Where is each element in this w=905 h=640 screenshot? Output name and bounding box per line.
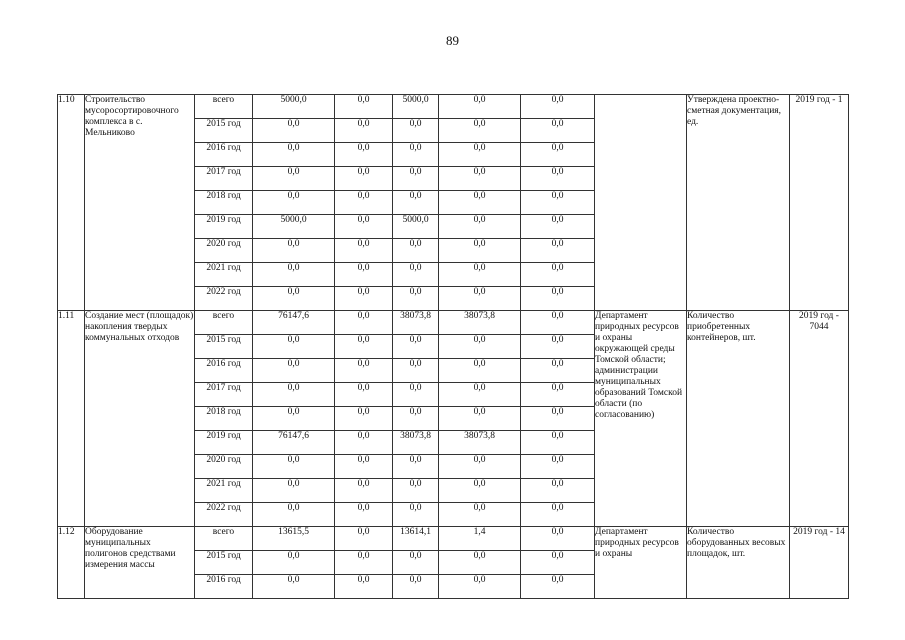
value-cell: 0,0: [335, 95, 393, 119]
value-cell: 0,0: [335, 575, 393, 599]
value-cell: 0,0: [335, 479, 393, 503]
item-name: Создание мест (площадок) накопления твердых коммунальных отходов: [85, 311, 195, 527]
value-cell: 0,0: [393, 551, 439, 575]
value-cell: 38073,8: [393, 311, 439, 335]
value-cell: 0,0: [521, 287, 595, 311]
year-cell: 2016 год: [195, 143, 253, 167]
year-cell: всего: [195, 311, 253, 335]
value-cell: 0,0: [253, 143, 335, 167]
value-cell: 0,0: [521, 455, 595, 479]
year-cell: 2019 год: [195, 215, 253, 239]
value-cell: 0,0: [335, 431, 393, 455]
value-cell: 0,0: [439, 383, 521, 407]
year-cell: 2016 год: [195, 359, 253, 383]
value-cell: 0,0: [439, 335, 521, 359]
value-cell: 0,0: [521, 143, 595, 167]
value-cell: 0,0: [393, 359, 439, 383]
value-cell: 0,0: [393, 119, 439, 143]
value-cell: 0,0: [335, 239, 393, 263]
value-cell: 0,0: [393, 407, 439, 431]
year-cell: 2017 год: [195, 383, 253, 407]
value-cell: 0,0: [253, 119, 335, 143]
year-cell: 2018 год: [195, 407, 253, 431]
year-cell: 2020 год: [195, 455, 253, 479]
item-name: Строительство мусоросортировочного комплекса в с. Мельниково: [85, 95, 195, 311]
value-cell: 0,0: [439, 287, 521, 311]
value-cell: 0,0: [393, 143, 439, 167]
year-cell: 2021 год: [195, 263, 253, 287]
value-cell: 0,0: [521, 167, 595, 191]
value-cell: 0,0: [521, 503, 595, 527]
value-cell: 0,0: [335, 455, 393, 479]
year-cell: 2021 год: [195, 479, 253, 503]
value-cell: 0,0: [335, 167, 393, 191]
indicator-cell: Утверждена проектно-сметная документация, ед.: [687, 95, 790, 311]
year-cell: всего: [195, 527, 253, 551]
value-cell: 5000,0: [393, 95, 439, 119]
value-cell: 0,0: [521, 407, 595, 431]
item-name: Оборудование муниципальных полигонов средствами измерения массы: [85, 527, 195, 599]
value-cell: 0,0: [521, 95, 595, 119]
value-cell: 38073,8: [439, 311, 521, 335]
responsible-cell: [595, 95, 687, 311]
value-cell: 0,0: [521, 239, 595, 263]
value-cell: 0,0: [521, 383, 595, 407]
value-cell: 0,0: [393, 191, 439, 215]
value-cell: 0,0: [521, 431, 595, 455]
value-cell: 0,0: [335, 215, 393, 239]
value-cell: 0,0: [521, 551, 595, 575]
value-cell: 0,0: [253, 407, 335, 431]
responsible-cell: Департамент природных ресурсов и охраны окружающей среды Томской области; администрации муниципальных образований Томской области (по согласованию): [595, 311, 687, 527]
value-cell: 0,0: [439, 95, 521, 119]
value-cell: 0,0: [439, 239, 521, 263]
value-cell: 0,0: [393, 455, 439, 479]
value-cell: 0,0: [521, 119, 595, 143]
value-cell: 1,4: [439, 527, 521, 551]
value-cell: 0,0: [253, 239, 335, 263]
value-cell: 5000,0: [253, 215, 335, 239]
value-cell: 0,0: [393, 383, 439, 407]
year-cell: 2020 год: [195, 239, 253, 263]
indicator-cell: Количество оборудованных весовых площадок, шт.: [687, 527, 790, 599]
value-cell: 0,0: [393, 263, 439, 287]
value-cell: 0,0: [253, 287, 335, 311]
value-cell: 0,0: [521, 575, 595, 599]
value-cell: 0,0: [253, 335, 335, 359]
value-cell: 0,0: [335, 119, 393, 143]
value-cell: 13615,5: [253, 527, 335, 551]
table-row: [58, 95, 849, 119]
value-cell: 0,0: [521, 479, 595, 503]
program-table: [57, 94, 849, 599]
value-cell: 0,0: [335, 527, 393, 551]
value-cell: 0,0: [439, 551, 521, 575]
table-row: [58, 527, 849, 551]
value-cell: 0,0: [393, 479, 439, 503]
value-cell: 0,0: [335, 143, 393, 167]
value-cell: 0,0: [521, 191, 595, 215]
value-cell: 0,0: [253, 455, 335, 479]
value-cell: 0,0: [439, 119, 521, 143]
value-cell: 0,0: [253, 359, 335, 383]
item-number: 1.12: [58, 527, 85, 599]
indicator-cell: Количество приобретенных контейнеров, шт.: [687, 311, 790, 527]
value-cell: 0,0: [253, 167, 335, 191]
value-cell: 0,0: [439, 479, 521, 503]
value-cell: 0,0: [335, 263, 393, 287]
year-cell: 2022 год: [195, 503, 253, 527]
value-cell: 0,0: [439, 575, 521, 599]
value-cell: 13614,1: [393, 527, 439, 551]
year-cell: 2016 год: [195, 575, 253, 599]
year-cell: 2015 год: [195, 551, 253, 575]
year-cell: 2019 год: [195, 431, 253, 455]
year-cell: 2022 год: [195, 287, 253, 311]
value-cell: 0,0: [253, 479, 335, 503]
year-cell: 2018 год: [195, 191, 253, 215]
value-cell: 0,0: [439, 167, 521, 191]
value-cell: 0,0: [335, 191, 393, 215]
value-cell: 0,0: [439, 359, 521, 383]
value-cell: 0,0: [335, 335, 393, 359]
value-cell: 0,0: [393, 239, 439, 263]
value-cell: 0,0: [521, 527, 595, 551]
value-cell: 0,0: [521, 359, 595, 383]
value-cell: 0,0: [253, 503, 335, 527]
value-cell: 0,0: [439, 455, 521, 479]
value-cell: 0,0: [439, 263, 521, 287]
value-cell: 0,0: [335, 503, 393, 527]
value-cell: 5000,0: [253, 95, 335, 119]
value-cell: 0,0: [521, 263, 595, 287]
value-cell: 0,0: [335, 407, 393, 431]
value-cell: 0,0: [335, 551, 393, 575]
item-number: 1.10: [58, 95, 85, 311]
value-cell: 0,0: [439, 215, 521, 239]
target-cell: 2019 год - 7044: [790, 311, 849, 527]
item-number: 1.11: [58, 311, 85, 527]
value-cell: 0,0: [253, 263, 335, 287]
value-cell: 0,0: [393, 575, 439, 599]
value-cell: 0,0: [393, 287, 439, 311]
year-cell: 2015 год: [195, 119, 253, 143]
value-cell: 0,0: [335, 359, 393, 383]
value-cell: 5000,0: [393, 215, 439, 239]
value-cell: 38073,8: [393, 431, 439, 455]
value-cell: 0,0: [253, 575, 335, 599]
value-cell: 0,0: [439, 503, 521, 527]
value-cell: 0,0: [393, 503, 439, 527]
value-cell: 0,0: [253, 383, 335, 407]
value-cell: 0,0: [439, 407, 521, 431]
value-cell: 0,0: [521, 215, 595, 239]
year-cell: 2017 год: [195, 167, 253, 191]
value-cell: 0,0: [393, 167, 439, 191]
value-cell: 0,0: [253, 191, 335, 215]
target-cell: 2019 год - 1: [790, 95, 849, 311]
value-cell: 76147,6: [253, 311, 335, 335]
value-cell: 0,0: [335, 311, 393, 335]
responsible-cell: Департамент природных ресурсов и охраны: [595, 527, 687, 599]
year-cell: всего: [195, 95, 253, 119]
value-cell: 0,0: [439, 143, 521, 167]
value-cell: 0,0: [335, 383, 393, 407]
page-number: 89: [446, 33, 459, 48]
value-cell: 0,0: [521, 335, 595, 359]
table-row: [58, 311, 849, 335]
target-cell: 2019 год - 14: [790, 527, 849, 599]
value-cell: 76147,6: [253, 431, 335, 455]
value-cell: 0,0: [521, 311, 595, 335]
value-cell: 0,0: [393, 335, 439, 359]
value-cell: 38073,8: [439, 431, 521, 455]
value-cell: 0,0: [253, 551, 335, 575]
value-cell: 0,0: [439, 191, 521, 215]
value-cell: 0,0: [335, 287, 393, 311]
year-cell: 2015 год: [195, 335, 253, 359]
